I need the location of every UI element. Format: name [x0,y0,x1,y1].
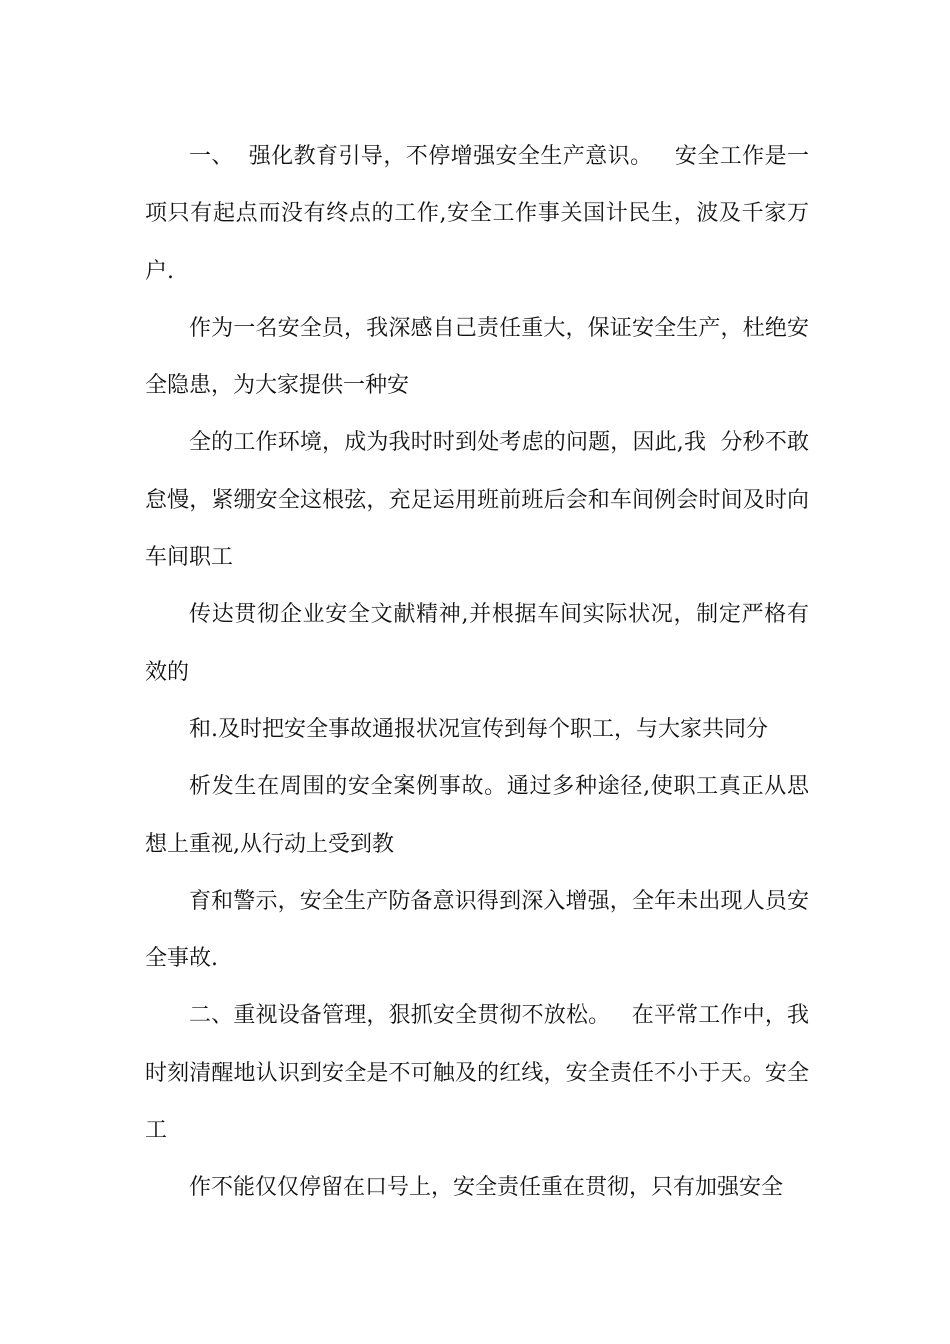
paragraph-7: 育和警示，安全生产防备意识得到深入增强，全年未出现人员安全事故. [145,888,809,972]
paragraph-6: 析发生在周围的安全案例事故。通过多种途径,使职工真正从思想上重视,从行动上受到教 [145,774,809,857]
paragraph-9: 作不能仅仅停留在口号上，安全责任重在贯彻，只有加强安全 [189,1175,784,1201]
paragraph-1: 一、 强化教育引导，不停增强安全生产意识。 安全工作是一项只有起点而没有终点的工作,安全工作事关国计民生，波及千家万户. [145,144,809,284]
paragraph-4: 传达贯彻企业安全文献精神,并根据车间实际状况，制定严格有效的 [145,602,809,685]
paragraph-3: 全的工作环境，成为我时时到处考虑的问题，因此,我 分秒不敢怠慢，紧绷安全这根弦，充足运用班前班后会和车间例会时间及时向车间职工 [145,430,809,571]
paragraph-8: 二、重视设备管理，狠抓安全贯彻不放松。 在平常工作中，我时刻清醒地认识到安全是不可触及的红线，安全责任不小于天。安全工 [145,1003,809,1144]
document-body [145,128,809,1217]
paragraph-5: 和.及时把安全事故通报状况宣传到每个职工，与大家共同分 [189,716,768,742]
paragraph-2: 作为一名安全员，我深感自己责任重大，保证安全生产，杜绝安全隐患，为大家提供一种安 [145,315,809,399]
